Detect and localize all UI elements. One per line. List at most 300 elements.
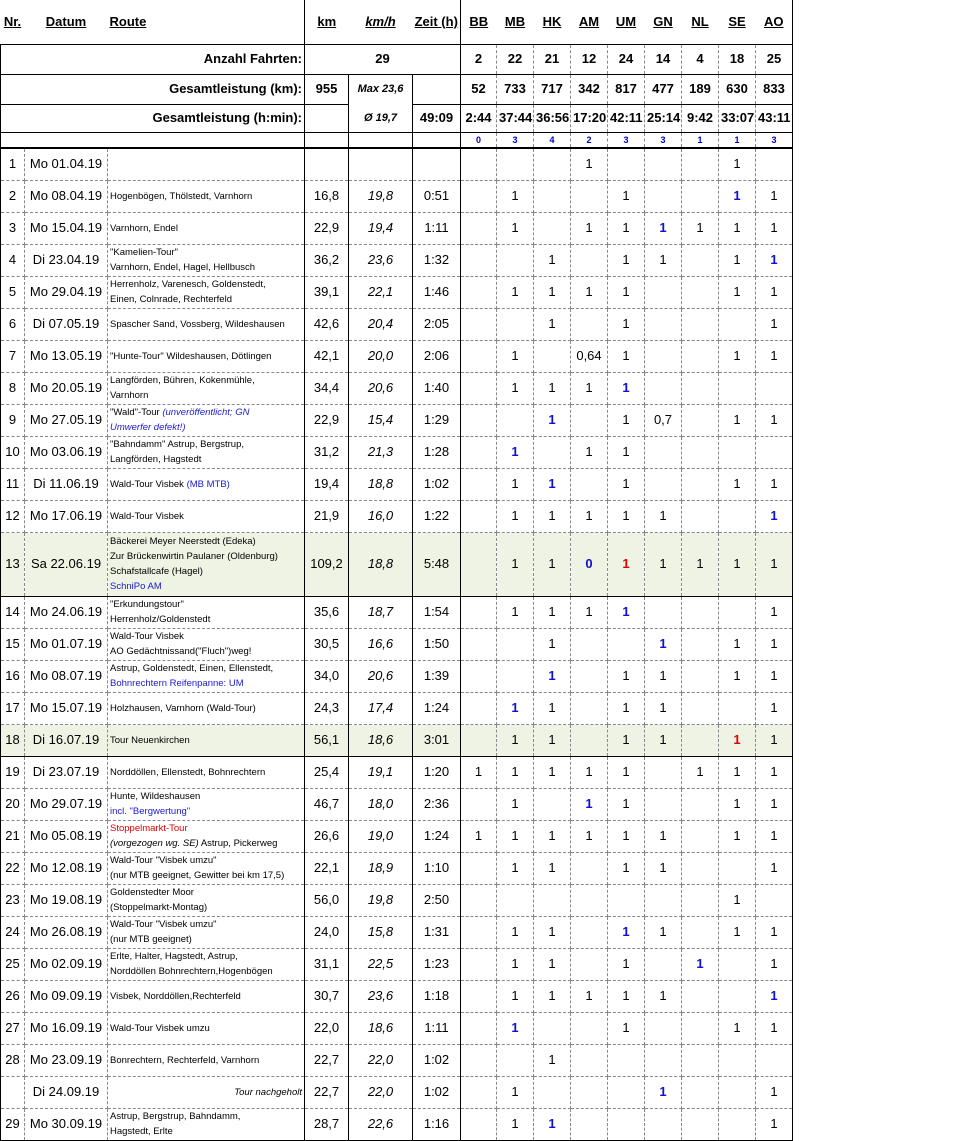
km-rider: 189 <box>682 74 719 104</box>
row-zeit: 5:48 <box>413 532 461 596</box>
rider-cell <box>645 468 682 500</box>
rider-cell <box>571 468 608 500</box>
rider-value: 1 <box>733 732 741 747</box>
row-kmh: 22,6 <box>349 1108 413 1140</box>
rider-cell <box>682 1076 719 1108</box>
rider-cell <box>534 436 571 468</box>
count-rider: 1 <box>719 132 756 148</box>
row-zeit: 1:11 <box>413 212 461 244</box>
rider-cell <box>497 1076 534 1108</box>
row-date: Mo 27.05.19 <box>25 404 108 436</box>
row-kmh: 18,0 <box>349 788 413 820</box>
rider-cell <box>645 628 682 660</box>
rider-cell <box>571 980 608 1012</box>
route-text: Wald-Tour Visbek <box>110 478 187 490</box>
route-text: Spascher Sand, Vossberg, Wildeshausen <box>110 318 285 330</box>
rider-cell <box>571 788 608 820</box>
route-text: Astrup, Goldenstedt, Einen, Ellenstedt, <box>110 663 274 674</box>
rider-cell <box>682 916 719 948</box>
rider-cell <box>571 244 608 276</box>
rider-value: 1 <box>770 284 778 299</box>
row-zeit: 1:16 <box>413 1108 461 1140</box>
rider-value: 1 <box>659 700 667 715</box>
header-datum: Datum <box>25 0 108 44</box>
rider-cell <box>608 404 645 436</box>
table-row <box>1 628 793 660</box>
rider-cell <box>497 212 534 244</box>
rider-cell <box>645 180 682 212</box>
row-route <box>108 436 305 468</box>
row-kmh: 20,6 <box>349 372 413 404</box>
rider-value: 1 <box>511 476 519 491</box>
rider-cell <box>682 372 719 404</box>
rider-cell <box>682 1012 719 1044</box>
rider-cell <box>497 500 534 532</box>
rider-cell <box>719 244 756 276</box>
rider-value: 1 <box>696 220 704 235</box>
row-zeit: 1:40 <box>413 372 461 404</box>
rider-cell <box>682 308 719 340</box>
rider-cell <box>645 980 682 1012</box>
row-kmh: 16,0 <box>349 500 413 532</box>
row-route <box>108 244 305 276</box>
row-nr: 6 <box>1 308 25 340</box>
rider-cell <box>682 756 719 788</box>
row-date: Mo 13.05.19 <box>25 340 108 372</box>
row-route <box>108 148 305 180</box>
row-kmh: 17,4 <box>349 692 413 724</box>
rider-value: 1 <box>770 924 778 939</box>
time-rider: 36:56 <box>534 104 571 132</box>
row-kmh: 15,8 <box>349 916 413 948</box>
rider-value: 1 <box>622 508 630 523</box>
route-line <box>110 579 302 594</box>
rider-cell <box>571 724 608 756</box>
route-line <box>110 629 302 644</box>
row-route <box>108 276 305 308</box>
rider-cell <box>608 948 645 980</box>
count-rider: 3 <box>756 132 793 148</box>
rider-cell <box>497 1108 534 1140</box>
time-blank <box>305 104 349 132</box>
header-rider: GN <box>645 0 682 44</box>
rider-cell <box>682 788 719 820</box>
route-text: Bonrechtern, Rechterfeld, Varnhorn <box>110 1054 260 1066</box>
row-date: Mo 19.08.19 <box>25 884 108 916</box>
route-line <box>110 789 302 804</box>
km-rider: 717 <box>534 74 571 104</box>
route-text: Wald-Tour Visbek <box>110 510 184 522</box>
rider-cell <box>608 756 645 788</box>
rider-cell <box>497 916 534 948</box>
rider-value: 1 <box>548 380 556 395</box>
header-nr: Nr. <box>1 0 25 44</box>
row-km: 22,1 <box>305 852 349 884</box>
header-zeit: Zeit (h) <box>413 0 461 44</box>
row-route <box>108 1108 305 1140</box>
rider-cell <box>719 1076 756 1108</box>
row-kmh: 18,8 <box>349 532 413 596</box>
rider-value: 1 <box>770 476 778 491</box>
route-text: Bäckerei Meyer Neerstedt (Edeka) <box>110 536 256 547</box>
route-line <box>110 661 302 676</box>
rider-cell <box>608 308 645 340</box>
row-km: 22,7 <box>305 1076 349 1108</box>
rider-cell <box>756 532 793 596</box>
rider-cell <box>608 500 645 532</box>
rider-value: 1 <box>585 444 593 459</box>
rider-cell <box>571 1012 608 1044</box>
fahrten-rider: 2 <box>461 44 497 74</box>
route-text: "Wald"-Tour <box>110 407 163 418</box>
row-km: 31,2 <box>305 436 349 468</box>
rider-cell <box>461 788 497 820</box>
rider-cell <box>719 340 756 372</box>
rider-cell <box>756 436 793 468</box>
rider-value: 1 <box>770 700 778 715</box>
table-row <box>1 1012 793 1044</box>
header-rider: SE <box>719 0 756 44</box>
rider-cell <box>461 852 497 884</box>
table-row <box>1 852 793 884</box>
rider-cell <box>682 948 719 980</box>
row-nr <box>1 1076 25 1108</box>
rider-cell <box>461 340 497 372</box>
rider-value: 1 <box>622 444 630 459</box>
rider-cell <box>645 212 682 244</box>
row-nr: 1 <box>1 148 25 180</box>
row-date: Mo 29.07.19 <box>25 788 108 820</box>
route-line <box>110 477 302 492</box>
row-zeit: 1:46 <box>413 276 461 308</box>
row-kmh: 19,8 <box>349 884 413 916</box>
route-line <box>110 868 302 883</box>
route-text: Stoppelmarkt-Tour <box>110 823 188 834</box>
row-zeit: 1:24 <box>413 820 461 852</box>
route-line <box>110 260 302 275</box>
rider-cell <box>571 628 608 660</box>
row-nr: 16 <box>1 660 25 692</box>
rider-cell <box>497 372 534 404</box>
rider-cell <box>645 244 682 276</box>
row-zeit <box>413 148 461 180</box>
rider-value: 1 <box>770 796 778 811</box>
km-rider: 52 <box>461 74 497 104</box>
route-line <box>110 804 302 819</box>
rider-cell <box>534 948 571 980</box>
rider-cell <box>497 308 534 340</box>
row-km: 109,2 <box>305 532 349 596</box>
rider-cell <box>608 372 645 404</box>
route-line <box>110 1053 302 1068</box>
row-route <box>108 532 305 596</box>
rider-cell <box>682 436 719 468</box>
rider-value: 1 <box>733 156 741 172</box>
row-zeit: 1:02 <box>413 1044 461 1076</box>
rider-cell <box>534 340 571 372</box>
route-text: Astrup, Pickerweg <box>198 838 278 849</box>
row-kmh: 20,4 <box>349 308 413 340</box>
rider-cell <box>461 244 497 276</box>
rider-value: 1 <box>659 220 667 235</box>
rider-value: 1 <box>733 220 741 235</box>
rider-cell <box>571 884 608 916</box>
rider-cell <box>534 212 571 244</box>
route-line <box>110 1085 302 1100</box>
rider-cell <box>461 724 497 756</box>
avg-speed: Ø 19,7 <box>349 104 413 132</box>
row-nr: 12 <box>1 500 25 532</box>
row-km: 28,7 <box>305 1108 349 1140</box>
row-km: 39,1 <box>305 276 349 308</box>
rider-value: 1 <box>770 1020 778 1035</box>
row-km: 30,7 <box>305 980 349 1012</box>
rider-cell <box>719 980 756 1012</box>
rider-cell <box>571 436 608 468</box>
rider-value: 1 <box>622 380 630 395</box>
rider-cell <box>461 756 497 788</box>
rider-cell <box>497 404 534 436</box>
route-line <box>110 949 302 964</box>
table-row <box>1 756 793 788</box>
route-text: Zur Brückenwirtin Paulaner (Oldenburg) <box>110 551 278 562</box>
route-line <box>110 836 302 851</box>
rider-cell <box>534 788 571 820</box>
rider-cell <box>571 852 608 884</box>
rider-value: 0,64 <box>576 348 602 363</box>
table-row <box>1 532 793 596</box>
km-rider: 477 <box>645 74 682 104</box>
route-line <box>110 1124 302 1139</box>
rider-cell <box>608 1108 645 1140</box>
rider-cell <box>645 820 682 852</box>
row-kmh: 21,3 <box>349 436 413 468</box>
rider-cell <box>571 340 608 372</box>
rider-cell <box>645 532 682 596</box>
row-nr: 14 <box>1 596 25 628</box>
rider-cell <box>461 468 497 500</box>
time-rider: 25:14 <box>645 104 682 132</box>
rider-cell <box>682 596 719 628</box>
rider-value: 1 <box>733 924 741 939</box>
row-date: Mo 24.06.19 <box>25 596 108 628</box>
fahrten-rider: 24 <box>608 44 645 74</box>
header-rider: MB <box>497 0 534 44</box>
rider-value: 1 <box>770 348 778 363</box>
rider-cell <box>719 500 756 532</box>
rider-cell <box>645 916 682 948</box>
rider-cell <box>534 852 571 884</box>
table-row <box>1 1108 793 1140</box>
rider-cell <box>497 468 534 500</box>
rider-cell <box>645 692 682 724</box>
rider-cell <box>461 404 497 436</box>
rider-cell <box>497 276 534 308</box>
route-line <box>110 564 302 579</box>
time-rider: 42:11 <box>608 104 645 132</box>
table-row <box>1 884 793 916</box>
row-km: 24,3 <box>305 692 349 724</box>
rider-cell <box>756 244 793 276</box>
rider-cell <box>608 884 645 916</box>
rider-value: 1 <box>548 476 556 491</box>
rider-cell <box>534 468 571 500</box>
rider-cell <box>534 244 571 276</box>
rider-cell <box>756 180 793 212</box>
row-kmh: 19,1 <box>349 756 413 788</box>
rider-value: 1 <box>511 796 519 811</box>
rider-cell <box>571 500 608 532</box>
rider-value: 1 <box>548 924 556 939</box>
header-row <box>1 0 793 44</box>
rider-cell <box>756 372 793 404</box>
row-date: Di 07.05.19 <box>25 308 108 340</box>
rider-cell <box>608 852 645 884</box>
row-route <box>108 628 305 660</box>
row-km: 34,0 <box>305 660 349 692</box>
rider-cell <box>719 148 756 180</box>
rider-cell <box>719 468 756 500</box>
rider-cell <box>756 500 793 532</box>
rider-cell <box>461 916 497 948</box>
rider-cell <box>645 1108 682 1140</box>
header-rider: AO <box>756 0 793 44</box>
rider-value: 1 <box>548 412 556 427</box>
row-zeit: 1:29 <box>413 404 461 436</box>
route-text: (nur MTB geeignet, Gewitter bei km 17,5) <box>110 870 285 881</box>
fahrten-rider: 12 <box>571 44 608 74</box>
row-kmh: 23,6 <box>349 244 413 276</box>
row-kmh: 23,6 <box>349 980 413 1012</box>
table-row <box>1 244 793 276</box>
rider-value: 1 <box>659 924 667 939</box>
row-zeit: 1:23 <box>413 948 461 980</box>
route-text: Schafstallcafe (Hagel) <box>110 566 203 577</box>
rider-cell <box>756 1108 793 1140</box>
row-date: Mo 23.09.19 <box>25 1044 108 1076</box>
row-nr: 21 <box>1 820 25 852</box>
rider-cell <box>719 628 756 660</box>
rider-value: 1 <box>770 1084 778 1099</box>
rider-cell <box>534 1108 571 1140</box>
row-zeit: 2:06 <box>413 340 461 372</box>
rider-cell <box>719 916 756 948</box>
rider-value: 1 <box>585 508 593 523</box>
row-kmh: 19,8 <box>349 180 413 212</box>
route-line <box>110 373 302 388</box>
rider-cell <box>571 276 608 308</box>
rider-value: 1 <box>548 828 556 843</box>
rider-value: 1 <box>511 1116 519 1131</box>
rider-value: 1 <box>585 828 593 843</box>
row-kmh: 16,6 <box>349 628 413 660</box>
rider-value: 1 <box>548 508 556 523</box>
header-kmh: km/h <box>349 0 413 44</box>
route-line <box>110 349 302 364</box>
rider-cell <box>534 724 571 756</box>
route-line <box>110 676 302 691</box>
table-row <box>1 436 793 468</box>
rider-cell <box>719 308 756 340</box>
row-zeit: 2:50 <box>413 884 461 916</box>
km-label: Gesamtleistung (km): <box>1 74 305 104</box>
rider-cell <box>682 852 719 884</box>
rider-value: 1 <box>622 700 630 715</box>
route-text: Wald-Tour "Visbek umzu" <box>110 855 217 866</box>
rider-cell <box>719 724 756 756</box>
rider-cell <box>571 916 608 948</box>
rider-cell <box>756 628 793 660</box>
route-text: Goldenstedter Moor <box>110 887 194 898</box>
rider-cell <box>645 372 682 404</box>
row-km: 46,7 <box>305 788 349 820</box>
rider-cell <box>461 884 497 916</box>
rider-cell <box>682 628 719 660</box>
rider-cell <box>497 180 534 212</box>
route-line <box>110 733 302 748</box>
rider-value: 1 <box>585 796 593 811</box>
row-route <box>108 1076 305 1108</box>
rider-cell <box>756 916 793 948</box>
rider-value: 1 <box>733 892 741 907</box>
row-kmh: 20,6 <box>349 660 413 692</box>
row-nr: 27 <box>1 1012 25 1044</box>
rider-value: 1 <box>770 220 778 235</box>
rider-cell <box>571 756 608 788</box>
table-row <box>1 724 793 756</box>
rider-value: 1 <box>733 252 741 267</box>
row-km: 42,1 <box>305 340 349 372</box>
rider-value: 1 <box>511 508 519 523</box>
route-line <box>110 900 302 915</box>
row-nr: 15 <box>1 628 25 660</box>
rider-value: 1 <box>770 316 778 331</box>
route-text: Einen, Colnrade, Rechterfeld <box>110 294 232 305</box>
rider-cell <box>497 1044 534 1076</box>
row-route <box>108 1012 305 1044</box>
row-kmh <box>349 148 413 180</box>
row-route <box>108 852 305 884</box>
rider-value: 1 <box>770 988 778 1003</box>
rider-cell <box>608 660 645 692</box>
route-text: Hagstedt, Erlte <box>110 1126 173 1137</box>
table-row <box>1 788 793 820</box>
rider-value: 1 <box>659 636 667 651</box>
rider-value: 1 <box>548 316 556 331</box>
rider-cell <box>756 212 793 244</box>
row-zeit: 1:28 <box>413 436 461 468</box>
row-km: 25,4 <box>305 756 349 788</box>
route-line <box>110 917 302 932</box>
route-line <box>110 437 302 452</box>
row-kmh: 18,6 <box>349 724 413 756</box>
rider-cell <box>756 820 793 852</box>
rider-cell <box>534 884 571 916</box>
row-kmh: 22,5 <box>349 948 413 980</box>
rider-cell <box>497 148 534 180</box>
row-kmh: 20,0 <box>349 340 413 372</box>
header-rider: AM <box>571 0 608 44</box>
rider-value: 1 <box>622 412 630 427</box>
rider-cell <box>608 244 645 276</box>
rider-cell <box>682 1108 719 1140</box>
rider-cell <box>534 404 571 436</box>
rider-cell <box>497 532 534 596</box>
rider-cell <box>608 1076 645 1108</box>
count-rider: 0 <box>461 132 497 148</box>
route-text: Langförden, Hagstedt <box>110 454 202 465</box>
rider-value: 1 <box>622 860 630 875</box>
